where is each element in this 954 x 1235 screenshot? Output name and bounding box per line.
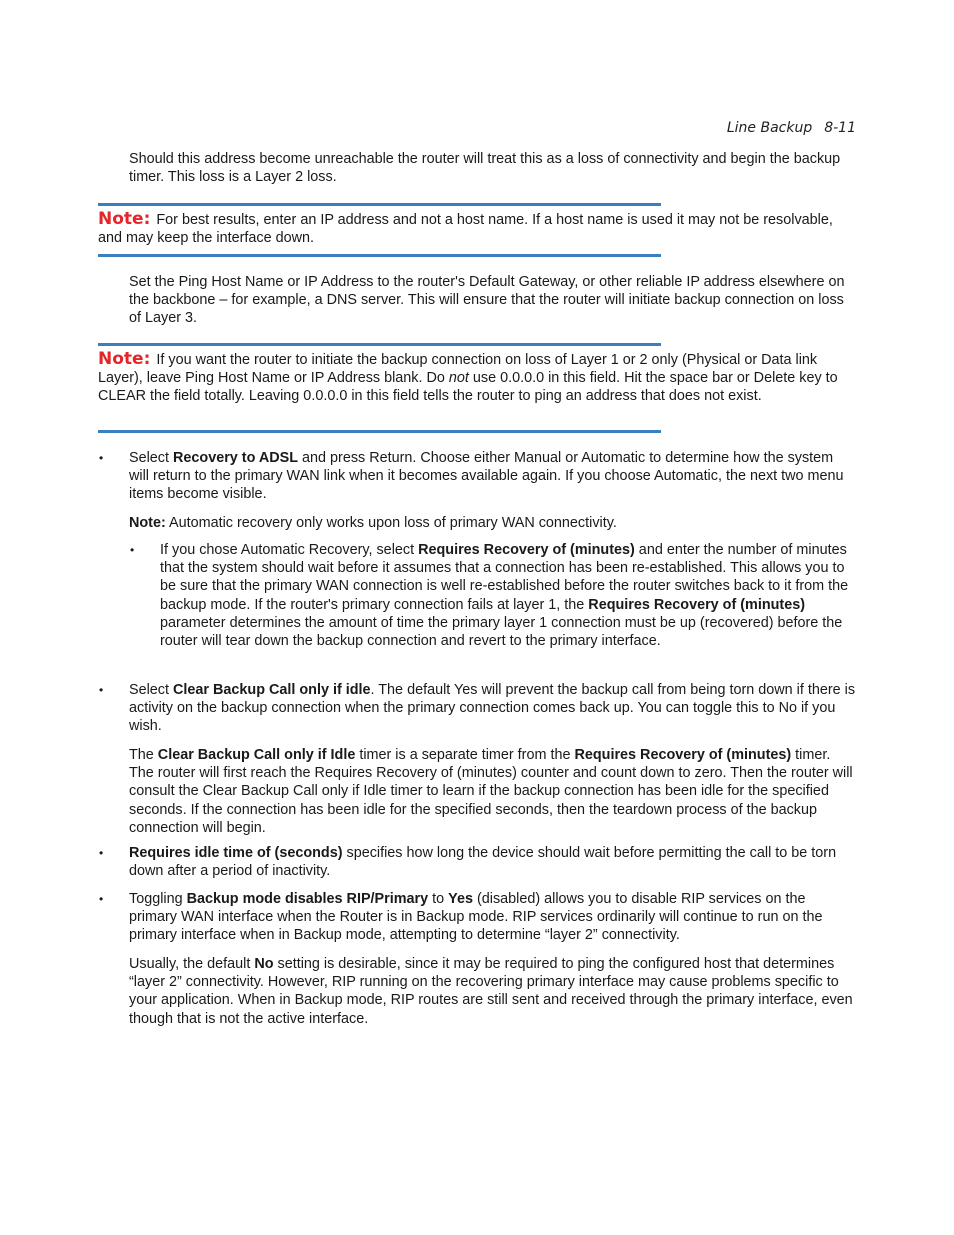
bold-term: Requires Recovery of (minutes) — [588, 596, 806, 613]
bullet-marker: • — [99, 683, 104, 697]
note-box-layer-loss — [98, 343, 838, 433]
text-run: . The default Yes will prevent the backup call from being torn down if there is activity on the backup connection when the primary connection comes back up. You can toggle this to No if you wish. — [129, 682, 856, 735]
bullet-backup-mode-rip — [129, 890, 857, 945]
note-label: Note: — [98, 349, 151, 369]
bullet-marker: • — [99, 846, 104, 860]
note-text — [98, 210, 858, 247]
paragraph-unreachable: Should this address become unreachable the router will treat this as a loss of connectivity and begin the backup timer. This loss is a Layer 2 loss. — [129, 151, 841, 186]
text-run: Select — [129, 682, 173, 698]
text-run: to — [428, 891, 449, 907]
bold-term: Clear Backup Call only if idle — [173, 682, 371, 698]
bold-term: Note: — [129, 515, 166, 531]
bold-term: Requires Recovery of (minutes) — [574, 747, 792, 763]
bold-term: Clear Backup Call only if Idle — [157, 747, 356, 763]
text-run: timer. The router will first reach the Requires Recovery of (minutes) counter and count down to zero. Then the router will consult the Clear Backup Call only if Idle timer to learn if the backup connection has been idle for the specified seconds. If the connection has been idle for the specified seconds, then the teardown process of the backup connection will begin. — [129, 747, 853, 836]
text-run: Select — [129, 450, 173, 466]
note-automatic-recovery — [129, 514, 857, 532]
bold-term: Backup mode disables RIP/Primary — [186, 891, 429, 907]
paragraph-clear-backup-timer — [129, 746, 857, 837]
bullet-marker: • — [99, 451, 104, 465]
bold-term: Requires Recovery of (minutes) — [418, 542, 635, 558]
note-label: Note: — [98, 209, 151, 229]
text-run: (disabled) allows you to disable RIP services on the primary WAN interface when the Router is in Backup mode. RIP services ordinarily will continue to run on the primary interface when in Backup mode, attempting to determine “layer 2” connectivity. — [129, 891, 823, 944]
paragraph-default-no — [129, 955, 857, 1028]
bold-term: Requires idle time of (seconds) — [129, 845, 343, 861]
section-title: Line Backup — [726, 120, 813, 136]
note-emphasis: not — [448, 370, 469, 387]
text-run: Toggling — [129, 891, 187, 907]
note-text — [98, 350, 858, 406]
bold-term: No — [254, 956, 274, 972]
text-run: setting is desirable, since it may be required to ping the configured host that determines “layer 2” connectivity. However, RIP running on the recovering primary interface may cause problems specific to your application. When in Backup mode, RIP routes are still sent and received through the primary interface, even though that is not the active interface. — [129, 956, 853, 1027]
text-run: parameter determines the amount of time the primary layer 1 connection must be up (recovered) before the router will tear down the backup connection and revert to the primary interface. — [160, 614, 843, 650]
text-run: If you chose Automatic Recovery, select — [160, 542, 419, 558]
note-body-a: If you want the router to initiate the backup connection on loss of Layer 1 or 2 only (Physical or Data link Layer), leave Ping Host Name or IP Address blank. Do — [98, 352, 818, 387]
page-number: 8-11 — [824, 120, 856, 136]
text-run: and enter the number of minutes that the system should wait before it assumes that a connection has been re-established. This allows you to be sure that the primary WAN connection is well re-established before the router switches back to it from the backup mode. If the router's primary connection fails at layer 1, the — [160, 542, 849, 613]
sub-bullet-marker: • — [130, 543, 135, 557]
note-body-b: use 0.0.0.0 in this field. Hit the space bar or Delete key to CLEAR the field totally. Leaving 0.0.0.0 in this field tells the router to ping an address that does not exist. — [98, 370, 838, 405]
text-run: The — [129, 747, 158, 763]
text-run: and press Return. Choose either Manual or Automatic to determine how the system will return to the primary WAN link when it becomes available again. If you choose Automatic, the next two menu items become visible. — [129, 450, 844, 503]
running-header — [727, 119, 856, 137]
text-run: timer is a separate timer from the — [355, 747, 575, 763]
text-run: Automatic recovery only works upon loss of primary WAN connectivity. — [165, 515, 617, 531]
bullet-clear-backup-call — [129, 681, 857, 736]
bold-term: Recovery to ADSL — [173, 450, 299, 466]
bullet-requires-idle-time — [129, 844, 857, 880]
note-box-ip-address — [98, 203, 833, 257]
text-run: Usually, the default — [129, 956, 255, 972]
bullet-recovery-to-adsl — [129, 449, 857, 504]
paragraph-ping-host: Set the Ping Host Name or IP Address to the router's Default Gateway, or other reliable IP address elsewhere on the backbone – for example, a DNS server. This will ensure that the router will initiate backup connection on loss of Layer 3. — [129, 274, 845, 327]
bullet-marker: • — [99, 892, 104, 906]
bold-term: Yes — [448, 891, 473, 907]
text-run: specifies how long the device should wait before permitting the call to be torn down after a period of inactivity. — [129, 845, 837, 880]
note-body: For best results, enter an IP address and not a host name. If a host name is used it may not be resolvable, and may keep the interface down. — [98, 212, 833, 247]
sub-bullet-requires-recovery — [160, 541, 857, 650]
